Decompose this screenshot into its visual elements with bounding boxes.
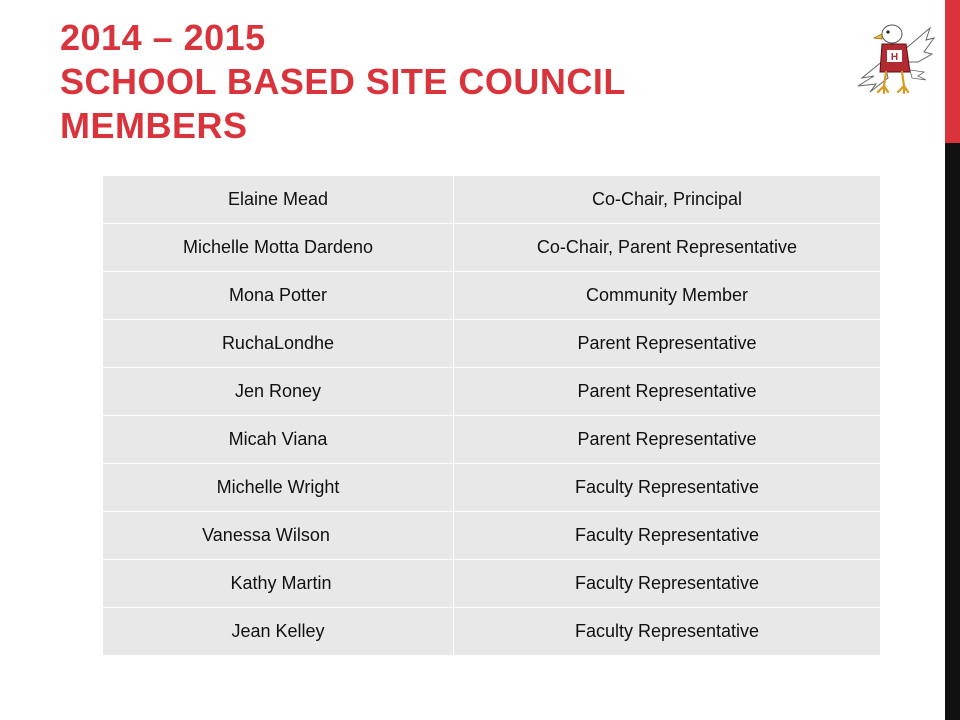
table-row <box>103 608 880 656</box>
member-name-cell: Vanessa Wilson <box>103 512 454 560</box>
svg-text:H: H <box>890 52 899 63</box>
member-name-cell: Michelle Wright <box>103 464 454 512</box>
member-name-cell: Elaine Mead <box>103 176 454 224</box>
table-row <box>103 272 880 320</box>
member-name-cell: Mona Potter <box>103 272 454 320</box>
table-row <box>103 320 880 368</box>
right-side-accent-bar <box>945 0 960 143</box>
member-role-cell: Faculty Representative <box>454 560 881 608</box>
member-role-cell: Faculty Representative <box>454 512 881 560</box>
table-row <box>103 512 880 560</box>
member-name-cell: Jean Kelley <box>103 608 454 656</box>
slide-title <box>60 16 820 148</box>
member-role-cell: Parent Representative <box>454 320 881 368</box>
table-row <box>103 176 880 224</box>
member-name-cell: Micah Viana <box>103 416 454 464</box>
table-row <box>103 368 880 416</box>
member-role-cell: Parent Representative <box>454 368 881 416</box>
member-name-cell: Kathy Martin <box>103 560 454 608</box>
member-role-cell: Faculty Representative <box>454 608 881 656</box>
member-role-cell: Co-Chair, Principal <box>454 176 881 224</box>
member-role-cell: Faculty Representative <box>454 464 881 512</box>
table-row <box>103 464 880 512</box>
title-line-years: 2014 – 2015 <box>60 17 266 58</box>
table-row <box>103 560 880 608</box>
member-role-cell: Community Member <box>454 272 881 320</box>
member-name-cell: RuchaLondhe <box>103 320 454 368</box>
member-role-cell: Parent Representative <box>454 416 881 464</box>
members-table <box>103 176 880 656</box>
table-row <box>103 416 880 464</box>
title-line-council: SCHOOL BASED SITE COUNCIL <box>60 61 626 102</box>
member-name-cell: Jen Roney <box>103 368 454 416</box>
members-table-body <box>103 176 880 656</box>
member-name-cell: Michelle Motta Dardeno <box>103 224 454 272</box>
eagle-mascot-icon <box>854 20 936 98</box>
title-line-members: MEMBERS <box>60 105 248 146</box>
member-role-cell: Co-Chair, Parent Representative <box>454 224 881 272</box>
table-row <box>103 224 880 272</box>
